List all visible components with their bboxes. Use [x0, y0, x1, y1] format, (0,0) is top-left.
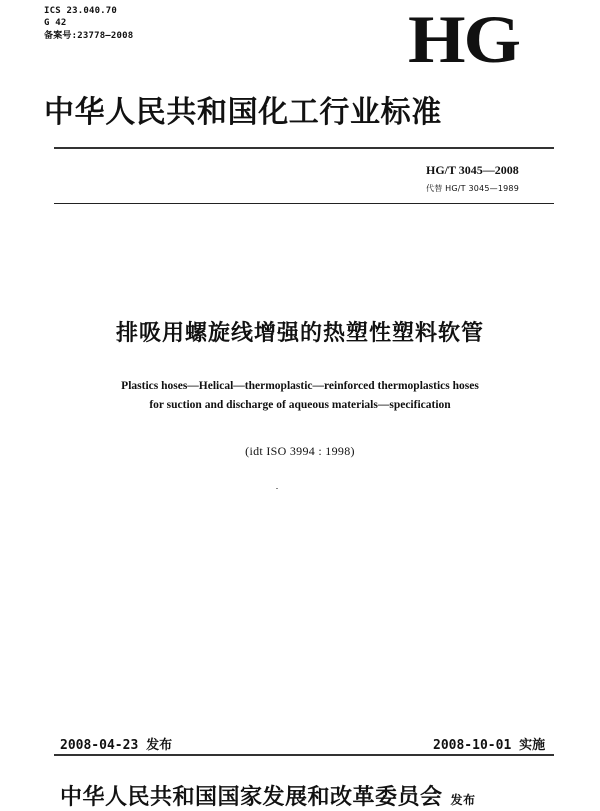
title-rule [54, 203, 554, 204]
ics-code: ICS 23.040.70 [44, 6, 118, 16]
document-title-cn: 排吸用螺旋线增强的热塑性塑料软管 [115, 321, 484, 346]
implement-date-value: 2008-10-01 [433, 738, 512, 753]
header-rule [54, 147, 554, 149]
document-title-en-line1: Plastics hoses—Helical—thermoplastic—reinforced thermoplastics hoses [121, 380, 479, 392]
footer-rule [54, 754, 554, 756]
implement-label: 实施 [519, 738, 546, 753]
ccs-code: G 42 [44, 18, 67, 28]
issuer-tag: 发布 [450, 793, 476, 807]
standard-number: HG/T 3045—2008 [426, 163, 519, 177]
document-title-en-line2: for suction and discharge of aqueous materials—specification [149, 399, 451, 411]
standard-type-heading: 中华人民共和国化工行业标准 [44, 95, 442, 130]
issuer-name: 中华人民共和国国家发展和改革委员会 [60, 785, 443, 810]
hg-logo: HG [408, 2, 520, 78]
publish-date-value: 2008-04-23 [60, 738, 139, 753]
publish-date [60, 734, 172, 753]
publish-label: 发布 [146, 738, 173, 753]
filing-number: 备案号:23778—2008 [44, 31, 134, 41]
replaces-standard: 代替 HG/T 3045—1989 [426, 184, 520, 193]
implement-date [433, 734, 545, 753]
iso-equivalence: (idt ISO 3994 : 1998) [245, 444, 355, 458]
scan-speck [276, 488, 278, 489]
